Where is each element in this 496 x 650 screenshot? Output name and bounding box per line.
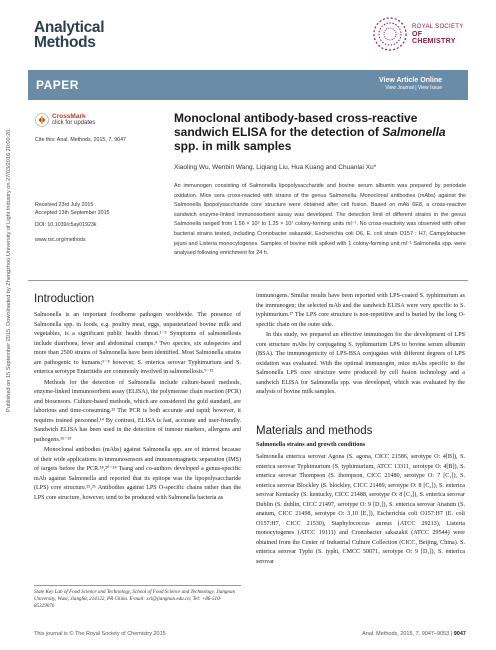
footnote-divider [34,585,241,586]
intro-paragraph: Methods for the detection of Salmonella include culture-based methods, enzyme-linked immunosorbent assay (ELISA), the polymerase chain reaction (PCR) and biosensors. Culture-based methods, which are considered the gold standard, are laborious and time-consuming.¹³ The PCR is both accurate and rapid; however, it requires trained personnel.¹⁴ By contrast, ELISA is fast, accurate and user-friendly. Sandwich ELISA has been used in the detection of tumour markers, allergens and pathogens.¹⁵⁻¹⁹ [34,379,241,443]
view-journal-issue-links[interactable]: View Journal | View Issue [385,85,442,91]
left-column [34,311,241,504]
header-bar [28,70,468,100]
journal-logo [34,20,144,50]
article-title [174,111,464,153]
materials-methods-heading: Materials and methods [256,425,373,437]
citation-line: Cite this: Anal. Methods, 2015, 7, 9047 [35,137,126,143]
publisher-line1: ROYAL SOCIETY [412,24,464,30]
body-paragraph: In this study, we prepared an effective immunogen for the development of LPS core structure mAbs by conjugating S. typhimurium LPS to bovine serum albumin (BSA). The immunogenicity of LPS-BSA conjugates with different degrees of LPS oxidation was evaluated. With the optimal immunogen, mice mAbs specific to the Salmonella LPS core structure were produced by cell fusion technology and a sandwich ELISA for Salmonella spp. was developed, which was evaluated by the analysis of bovine milk samples. [256,332,465,395]
abstract: An immunogen consisting of Salmonella lipopolysaccharide and bovine serum albumin was prepared by periodate oxidation. Mice sera cross-reacted with strains of the genus Salmonella. Monoclonal antibodies (mAbs) against the Salmonella lipopolysaccharide core structure were obtained after cell fusion. Based on mAb 6E8, a cross-reactive sandwich enzyme-linked immunosorbent assay was developed. The detection limit of different strains in the genus Salmonella ranged from 1.56 × 10⁵ to 1.25 × 10⁷ colony-forming units ml⁻¹. No cross-reactivity was observed with other bacterial strains tested, including Cronobacter sakazakii, Escherichia coli O6, E. coli strain O157 : H7, Campylobacter jejuni and Listeria monocytogenes. Samples of bovine milk spiked with 1 colony-forming unit ml⁻¹ Salmonella spp. were analysed following enrichment for 24 h. [174,183,466,257]
body-paragraph: immunogens. Similar results have been reported with LPS-coated S. typhimurium as the immunogen; the selected mAb and the sandwich ELISA were very specific to S. typhimurium.²⁷ The LPS core structure is non-repetitive and is buried by the long O-specific chain on the outer side. [256,293,465,328]
download-note-text: Published on 15 September 2015. Downloaded by Zhengzhou University of Light Industry on 27/03/2016 20:00:20. [6,128,12,412]
affiliation-footnote: State Key Lab of Food Science and Technology, School of Food Science and Technology, Jiangnan University, Wuxi, JiangSu, 214122, PR China. E-mail: xcl@jiangnan.edu.cn; Tel: +86-510-85329076 [34,589,236,609]
title-part-1: Monoclonal antibody-based cross-reactive sandwich ELISA for the detection of [174,111,418,139]
crossmark-title: CrossMark [52,113,86,120]
title-italic: Salmonella [382,125,446,139]
article-type-label: PAPER [36,78,79,92]
crossmark-subtitle: click for updates [52,120,96,126]
intro-paragraph: Salmonella is an important foodborne pathogen worldwide. The presence of Salmonella spp. in foods, e.g. poultry meat, eggs, unpasteurized bovine milk and vegetables, is a significant public health threat.¹⁻³ Symptoms of salmonellosis include diarrhoea, fever and abdominal cramps.⁴ Two species, six subspecies and more than 2500 strains of Salmonella have been identified. Most Salmonella strains are pathogenic to humans;⁵⁻⁸ however, S. enterica serovar Typhimurium and S. enterica serotype Enteritidis are commonly involved in salmonellosis.⁹⁻¹² [34,312,241,375]
rsc-emblem-icon [372,16,408,52]
doi[interactable]: DOI: 10.1039/c5ay01923k [35,222,97,228]
rsc-logo [372,14,468,54]
footer-copyright: This journal is © The Royal Society of Chemistry 2015 [34,631,166,637]
footer-citation: Anal. Methods, 2015, 7, 9047–9053 | 9047 [362,631,466,637]
title-part-2: spp. in milk samples [174,139,292,153]
publisher-line2: OF CHEMISTRY [412,31,456,45]
right-column [256,292,465,399]
page-footer [34,631,466,637]
received-date: Received 23rd July 2015 [35,202,94,208]
crossmark-icon [35,113,49,127]
divider [28,280,468,281]
footer-citation-text: Anal. Methods, 2015, 7, 9047–9053 [362,631,450,637]
accepted-date: Accepted 13th September 2015 [35,209,110,216]
intro-paragraph: Monoclonal antibodies (mAbs) against Salmonella spp. are of interest because of their wide applications in immunosensors and immunomagnetic separation (IMS) of targets before the PCR.¹⁸,²⁰⁻²⁴ Tsang and co-authors developed a genus-specific mAb against Salmonella and reported that its epitope was the lipopolysaccharide (LPS) core structure.²⁵,²⁶ Antibodies against LPS O-specific chains rather than the LPS core structure, however, tend to be produced with Salmonella bacteria as [34,447,241,501]
view-article-online-link[interactable]: View Article Online [378,77,442,84]
methods-paragraph: Salmonella enterica serovar Agona (S. agona, CICC 21586, serotype O: 4[B]), S. enterica serovar Typhimurium (S. typhimurium, ATCC 13311, serotype O: 4[B]), S. enterica serovar Thompson (S. thompson, CICC 21480, serotype O: 7 [C₁]), S. enterica serovar Blockley (S. blockley, CICC 21489, serotype O: 8 [C₂]), S. enterica serovar Kentucky (S. kentucky, CICC 21488, serotype O: 8 [C₃]), S. enterica serovar Dublin (S. dublin, CICC 21497, serotype O: 9 [D₁]), S. enterica serovar Anatum (S. anatum, CICC 21498, serotype O: 3,10 [E₁]), Escherichia coli O157:H7 (E. coli O157:H7, CICC 21530), Staphylococcus aureus (ATCC 29213), Listeria monocytogenes (ATCC 19111) and Cronobacter sakazakii (ATCC 29544) were obtained from the Center of Industrial Culture Collection (CICC, Beijing, China). S. enterica serovar Typhi (S. typhi, CMCC 50071, serotype O: 9 [D₁]), S. enterica serovar [256,454,465,565]
download-note [4,100,14,440]
author-list: Xiaoling Wu, Wenbin Wang, Liqiang Liu, Hua Kuang and Chuanlai Xu* [174,164,377,171]
methods-column [256,453,465,568]
introduction-heading: Introduction [34,293,95,305]
journal-name-line2: Methods [34,34,96,51]
view-online-block [379,77,442,91]
received-dates [35,202,110,217]
page-number: 9047 [453,631,466,637]
strains-subheading: Salmonella strains and growth conditions [256,441,366,448]
crossmark-badge[interactable] [35,113,95,127]
journal-url[interactable]: www.rsc.org/methods [35,237,86,243]
journal-name-line1: Analytical [34,19,105,36]
